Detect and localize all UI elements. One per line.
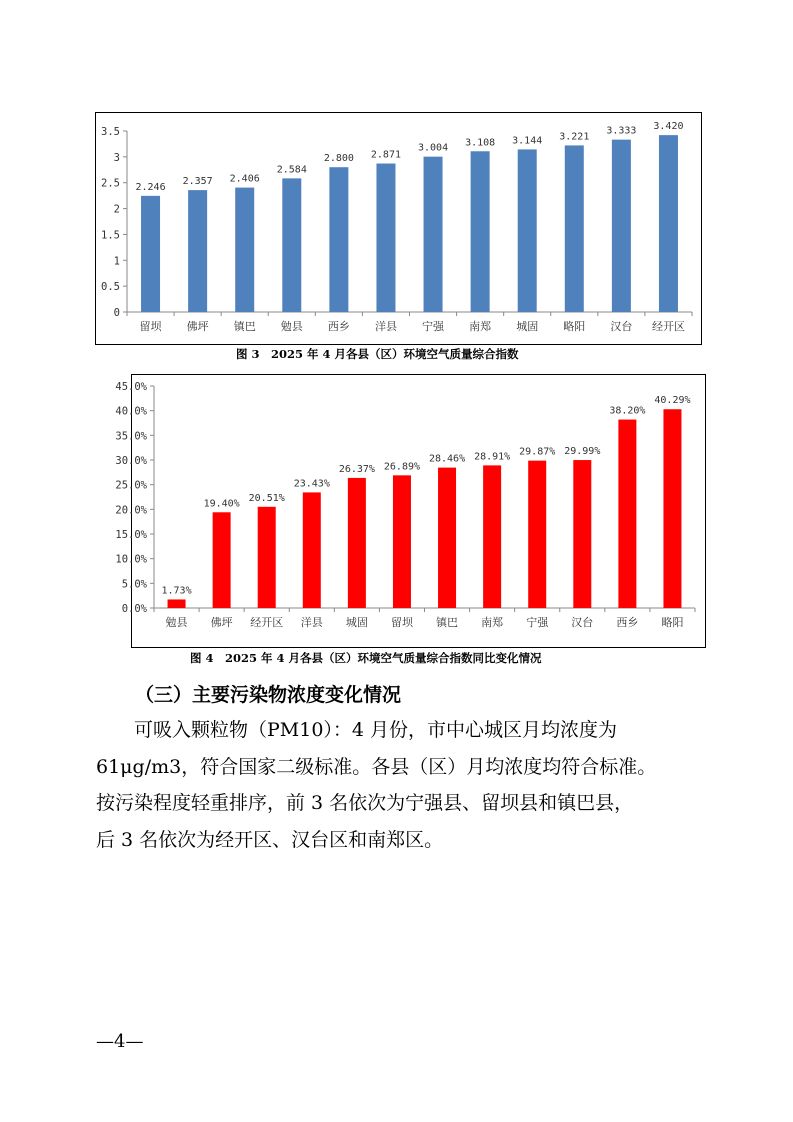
- figure4-bar: [663, 409, 681, 608]
- figure3-bar: [471, 151, 490, 312]
- figure4-data-label: 28.46%: [428, 453, 466, 465]
- figure4-y-tick-label: 40.0%: [115, 405, 147, 418]
- figure4-data-label: 20.51%: [248, 492, 285, 504]
- figure4-data-label: 29.87%: [519, 446, 556, 458]
- figure3-y-tick-label: 1: [113, 255, 120, 268]
- figure3-data-label: 2.246: [135, 181, 166, 193]
- figure3-data-label: 2.584: [276, 164, 307, 176]
- figure3-category-label: 西乡: [327, 320, 350, 333]
- figure3-data-label: 3.108: [465, 137, 496, 149]
- figure4-chart-svg: [115, 375, 705, 647]
- figure4-category-label: 勉县: [165, 616, 188, 629]
- figure3-bar: [612, 140, 631, 312]
- figure3-bar: [565, 145, 584, 312]
- figure4-data-label: 38.20%: [609, 405, 646, 417]
- figure4-bar: [438, 468, 456, 608]
- figure3-category-label: 宁强: [422, 320, 445, 333]
- section-heading: （三）主要污染物浓度变化情况: [135, 684, 402, 706]
- figure4-category-label: 镇巴: [436, 616, 459, 629]
- figure4-category-label: 南郑: [481, 616, 504, 629]
- paragraph-line-1: 可吸入颗粒物（PM10）：4 月份，市中心城区月均浓度为: [134, 719, 618, 741]
- figure4-category-label: 城固: [345, 616, 368, 629]
- figure3-category-label: 城固: [516, 320, 539, 333]
- figure4-y-tick-label: 35.0%: [115, 430, 147, 443]
- figure4-category-label: 佛坪: [210, 616, 233, 629]
- figure3-bar: [188, 190, 207, 312]
- figure3-y-tick-label: 0: [113, 307, 120, 319]
- figure4-data-label: 23.43%: [293, 478, 330, 490]
- figure4-data-label: 26.37%: [338, 463, 375, 475]
- figure3-category-label: 留坝: [139, 320, 162, 333]
- figure4-data-label: 19.40%: [203, 498, 240, 510]
- figure3-data-label: 2.357: [182, 176, 213, 188]
- figure4-category-label: 经开区: [250, 616, 284, 629]
- figure3-data-label: 2.406: [229, 173, 260, 185]
- figure4-bar: [258, 507, 276, 608]
- figure3-bar: [376, 164, 395, 312]
- figure3-data-label: 3.144: [512, 135, 543, 147]
- figure3-category-label: 佛坪: [186, 320, 209, 333]
- page-number: —4—: [96, 1031, 144, 1052]
- figure4-y-tick-label: 30.0%: [115, 455, 147, 467]
- figure4-y-tick-label: 20.0%: [115, 504, 147, 517]
- figure4-y-tick-label: 0.0%: [121, 603, 147, 615]
- figure3-bar: [282, 178, 301, 312]
- figure4-data-label: 29.99%: [564, 446, 601, 458]
- figure4-category-label: 宁强: [526, 616, 549, 629]
- figure3-category-label: 洋县: [374, 320, 397, 333]
- figure4-category-label: 洋县: [300, 616, 323, 629]
- figure3-y-tick-label: 3.5: [101, 126, 120, 138]
- figure4-category-label: 西乡: [616, 616, 639, 629]
- figure4-bar: [528, 461, 546, 608]
- figure4-data-label: 40.29%: [654, 395, 691, 407]
- figure4-y-tick-label: 25.0%: [115, 479, 147, 492]
- figure3-bar: [659, 135, 678, 312]
- figure3-bar: [235, 188, 254, 312]
- figure4-data-label: 26.89%: [383, 461, 421, 473]
- figure4-bar: [618, 420, 636, 608]
- figure3-data-label: 3.004: [417, 142, 449, 154]
- figure3-category-label: 略阳: [563, 320, 586, 333]
- figure4-bar: [348, 478, 366, 608]
- figure3-category-label: 汉台: [610, 320, 633, 333]
- figure4-y-tick-label: 10.0%: [115, 553, 147, 566]
- figure3-bar: [141, 196, 160, 312]
- section-paragraph: [96, 712, 696, 858]
- figure4-data-label: 1.73%: [161, 585, 192, 597]
- paragraph-line-3: 按污染程度轻重排序，前 3 名依次为宁强县、留坝县和镇巴县，: [96, 792, 634, 814]
- figure3-data-label: 2.871: [370, 149, 402, 161]
- figure3-bar: [424, 157, 443, 312]
- figure4-category-label: 汉台: [571, 616, 594, 629]
- figure4-category-label: 略阳: [661, 616, 684, 629]
- figure3-y-tick-label: 1.5: [101, 229, 120, 242]
- figure4-y-tick-label: 45.0%: [115, 381, 147, 393]
- figure3-chart: [95, 112, 702, 345]
- figure3-category-label: 南郑: [469, 320, 492, 333]
- figure4-chart: [115, 374, 706, 648]
- figure4-caption: 图 4 2025 年 4 月各县（区）环境空气质量综合指数同比变化情况: [190, 651, 542, 665]
- figure4-bar: [303, 492, 321, 608]
- figure3-chart-svg: [96, 113, 701, 344]
- figure3-bar: [518, 149, 537, 312]
- figure3-category-label: 镇巴: [233, 320, 256, 333]
- figure4-bar: [393, 475, 411, 608]
- figure3-category-label: 经开区: [651, 320, 685, 333]
- figure4-y-tick-label: 5.0%: [121, 578, 147, 591]
- figure3-data-label: 3.221: [559, 131, 590, 143]
- figure3-y-tick-label: 3: [113, 151, 120, 164]
- figure4-category-label: 留坝: [390, 616, 413, 629]
- figure3-y-tick-label: 2.5: [101, 177, 120, 190]
- figure3-y-tick-label: 2: [113, 203, 120, 216]
- figure4-data-label: 28.91%: [474, 451, 511, 463]
- figure3-y-tick-label: 0.5: [101, 281, 120, 294]
- figure3-data-label: 3.333: [606, 125, 637, 137]
- figure4-y-tick-label: 15.0%: [115, 529, 147, 541]
- figure3-caption: 图 3 2025 年 4 月各县（区）环境空气质量综合指数: [236, 347, 519, 361]
- figure4-bar: [573, 460, 591, 608]
- figure3-bar: [329, 167, 348, 312]
- paragraph-line-2: 61μg/m3，符合国家二级标准。各县（区）月均浓度均符合标准。: [96, 755, 657, 778]
- figure3-data-label: 2.800: [323, 153, 354, 165]
- figure4-bar: [213, 512, 231, 608]
- figure4-bar: [168, 599, 186, 608]
- figure3-data-label: 3.420: [653, 121, 684, 133]
- figure3-category-label: 勉县: [280, 320, 303, 333]
- figure4-bar: [483, 465, 501, 608]
- paragraph-line-4: 后 3 名依次为经开区、汉台区和南郑区。: [96, 828, 444, 851]
